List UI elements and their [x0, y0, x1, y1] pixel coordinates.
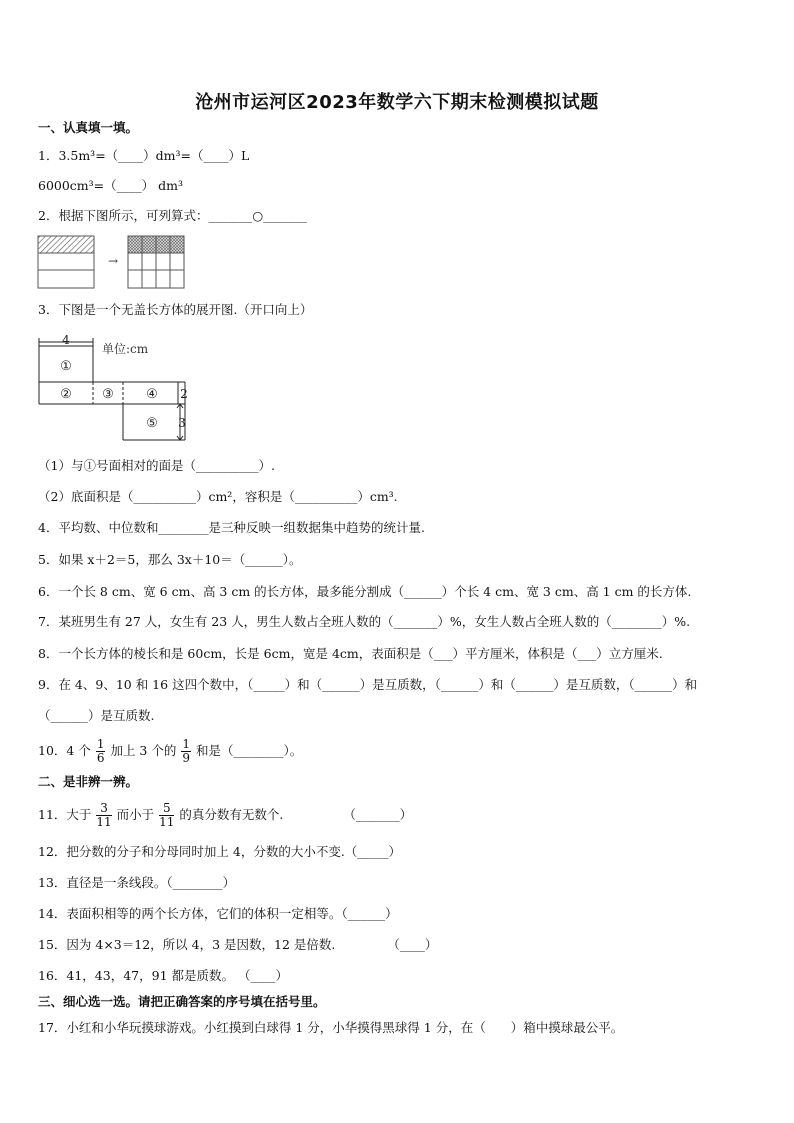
- question-1b: 6000cm³=（____） dm³: [38, 178, 183, 193]
- question-10-pre: 10．4 个: [38, 743, 91, 758]
- face-4-label: ④: [146, 387, 158, 402]
- grid-before: [38, 236, 94, 288]
- question-10-mid: 加上 3 个的: [110, 743, 177, 758]
- question-11: [38, 802, 412, 829]
- question-3-sub2: （2）底面积是（__________）cm²，容积是（__________）cm³.: [38, 489, 398, 504]
- question-13: 13．直径是一条线段。（________）: [38, 875, 236, 890]
- dim-right-b-label: 3: [178, 416, 186, 430]
- question-2-figure: [36, 234, 188, 290]
- question-11-mid: 而小于: [116, 807, 155, 822]
- section-heading-3: 三、细心选一选。请把正确答案的序号填在括号里。: [38, 994, 326, 1009]
- fraction-three-elevenths: $\frac{3}{11}$: [96, 801, 112, 829]
- question-15-blank: （____）: [387, 937, 438, 952]
- question-3: 3．下图是一个无盖长方体的展开图.（开口向上）: [38, 302, 313, 317]
- question-15: [38, 937, 437, 953]
- fraction-one-sixth: $\frac{1}{6}$: [96, 737, 105, 765]
- question-11-blank: （_______）: [343, 807, 413, 822]
- question-12: 12．把分数的分子和分母同时加上 4，分数的大小不变.（_____）: [38, 844, 402, 859]
- question-9b: （______）是互质数.: [38, 708, 155, 723]
- face-3-label: ③: [102, 387, 114, 402]
- question-5: 5．如果 x＋2＝5，那么 3x＋10＝（______）。: [38, 552, 302, 567]
- face-1-label: ①: [60, 359, 72, 374]
- dim-right-a-label: 2: [180, 387, 188, 401]
- question-17: 17．小红和小华玩摸球游戏。小红摸到白球得 1 分，小华摸得黑球得 1 分，在（ ）箱中摸球最公平。: [38, 1020, 624, 1035]
- dim-top-label: 4: [62, 333, 70, 347]
- question-4: 4．平均数、中位数和________是三种反映一组数据集中趋势的统计量.: [38, 520, 425, 535]
- question-3-net-figure: [30, 330, 230, 446]
- unit-label: 单位:cm: [102, 342, 149, 356]
- question-9a: 9．在 4、9、10 和 16 这四个数中，（_____）和（______）是互质数，（______）和（______）是互质数，（______）和: [38, 677, 698, 692]
- question-16: 16．41，43，47，91 都是质数。 （____）: [38, 968, 288, 983]
- question-10-post: 和是（________）。: [195, 743, 303, 758]
- question-11-pre: 11．大于: [38, 807, 92, 822]
- question-3-sub1: （1）与①号面相对的面是（__________）.: [38, 458, 275, 473]
- fraction-five-elevenths: $\frac{5}{11}$: [159, 801, 175, 829]
- question-10: [38, 738, 302, 765]
- page-title: 沧州市运河区2023年数学六下期末检测模拟试题: [195, 92, 599, 113]
- question-1a: 1．3.5m³=（____）dm³=（____）L: [38, 148, 250, 163]
- question-14: 14．表面积相等的两个长方体，它们的体积一定相等。（______）: [38, 906, 398, 921]
- section-heading-1: 一、认真填一填。: [38, 120, 139, 135]
- face-5-label: ⑤: [146, 416, 158, 431]
- arrow-icon: →: [108, 254, 119, 268]
- face-2-label: ②: [60, 387, 72, 402]
- question-2: 2．根据下图所示，可列算式：_______○_______: [38, 208, 307, 223]
- question-15-text: 15．因为 4×3＝12，所以 4，3 是因数，12 是倍数.: [38, 937, 336, 952]
- grid-after: [128, 236, 184, 288]
- fraction-one-ninth: $\frac{1}{9}$: [182, 737, 190, 765]
- section-heading-2: 二、是非辨一辨。: [38, 774, 139, 789]
- question-6: 6．一个长 8 cm、宽 6 cm、高 3 cm 的长方体，最多能分割成（______）个长 4 cm、宽 3 cm、高 1 cm 的长方体.: [38, 584, 692, 599]
- question-7: 7．某班男生有 27 人，女生有 23 人，男生人数占全班人数的（_______）%，女生人数占全班人数的（________）%.: [38, 614, 691, 629]
- question-11-post: 的真分数有无数个.: [179, 807, 284, 822]
- question-8: 8．一个长方体的棱长和是 60cm，长是 6cm，宽是 4cm，表面积是（___）平方厘米，体积是（___）立方厘米.: [38, 646, 663, 661]
